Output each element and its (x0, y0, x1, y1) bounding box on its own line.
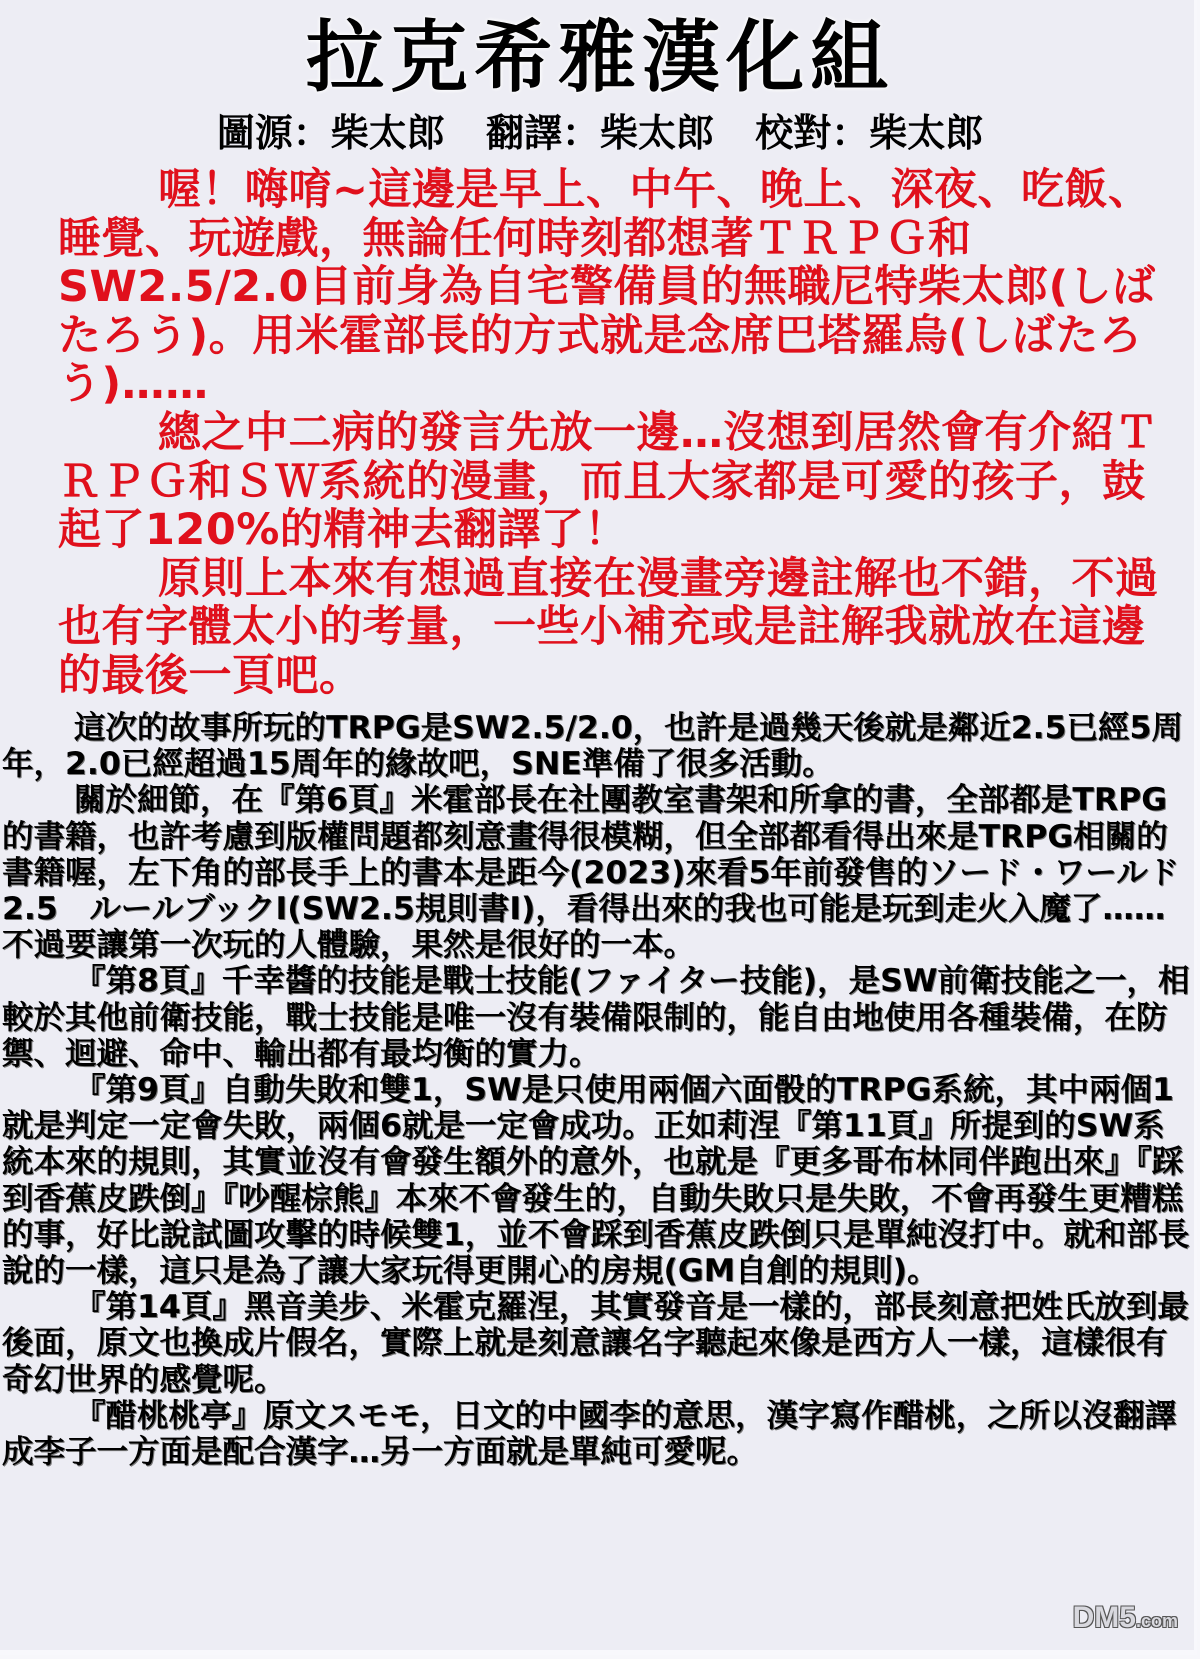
note-paragraph: 『第9頁』自動失敗和雙1，SW是只使用兩個六面骰的TRPG系統，其中兩個1就是判定一定會失敗，兩個6就是一定會成功。正如莉涅『第11頁』所提到的SW系統本來的規則，其實並沒有會發生額外的意外，也就是『更多哥布林同伴跑出來』『踩到香蕉皮跌倒』『吵醒棕熊』本來不會發生的，自動失敗只是失敗，不會再發生更糟糕的事，好比說試圖攻擊的時候雙1，並不會踩到香蕉皮跌倒只是單純沒打中。就和部長說的一樣，這只是為了讓大家玩得更開心的房規(GM自創的規則)。 (2, 1072, 1190, 1290)
credits-line (0, 108, 1200, 158)
note-paragraph: 『第14頁』黑音美步、米霍克羅涅，其實發音是一樣的，部長刻意把姓氏放到最後面，原文也換成片假名，實際上就是刻意讓名字聽起來像是西方人一樣，這樣很有奇幻世界的感覺呢。 (2, 1289, 1189, 1398)
credit-proofreading: 校對：柴太郎 (755, 110, 984, 155)
intro-paragraph: 原則上本來有想過直接在漫畫旁邊註解也不錯，不過也有字體太小的考量，一些小補充或是註解我就放在這邊的最後一頁吧。 (58, 553, 1159, 701)
note-paragraph: 關於細節，在『第6頁』米霍部長在社團教室書架和所拿的書，全部都是TRPG的書籍，也許考慮到版權問題都刻意畫得很模糊，但全部都看得出來是TRPG相關的書籍喔，左下角的部長手上的書本是距今(2023)來看5年前發售的ソード・ワールド2.5 ルールブックⅠ(SW2.5規則書Ⅰ)，看得出來的我也可能是玩到走火入魔了……不過要讓第一次玩的人體驗，果然是很好的一本。 (2, 782, 1180, 964)
watermark-suffix: .com (1135, 1611, 1178, 1631)
intro-paragraph: 總之中二病的發言先放一邊…沒想到居然會有介紹ＴＲＰＧ和ＳＷ系統的漫畫，而且大家都是可愛的孩子，鼓起了120%的精神去翻譯了！ (58, 407, 1159, 556)
credit-source: 圖源：柴太郎 (216, 110, 445, 155)
intro-paragraph: 喔！嗨唷~這邊是早上、中午、晚上、深夜、吃飯、睡覺、玩遊戲，無論任何時刻都想著ＴＲＰＧ和SW2.5/2.0目前身為自宅警備員的無職尼特柴太郎(しばたろう)。用米霍部長的方式就是念席巴塔羅烏(しばたろう)…… (58, 165, 1156, 410)
note-paragraph: 這次的故事所玩的TRPG是SW2.5/2.0，也許是過幾天後就是鄰近2.5已經5周年，2.0已經超過15周年的緣故吧，SNE準備了很多活動。 (2, 710, 1183, 783)
watermark-logo: DM5 (1072, 1601, 1136, 1634)
credit-translation: 翻譯：柴太郎 (485, 110, 714, 155)
translator-intro (58, 166, 1168, 701)
site-watermark (1073, 1603, 1178, 1636)
note-paragraph: 『第8頁』千幸醬的技能是戰士技能(ファイター技能)，是SW前衛技能之一，相較於其他前衛技能，戰士技能是唯一沒有裝備限制的，能自由地使用各種裝備，在防禦、迴避、命中、輸出都有最均衡的實力。 (2, 963, 1190, 1072)
group-title: 拉克希雅漢化組 (305, 12, 894, 103)
translation-notes (2, 710, 1192, 1470)
note-paragraph: 『醋桃桃亭』原文スモモ，日文的中國李的意思，漢字寫作醋桃，之所以沒翻譯成李子一方面是配合漢字…另一方面就是單純可愛呢。 (2, 1397, 1177, 1471)
